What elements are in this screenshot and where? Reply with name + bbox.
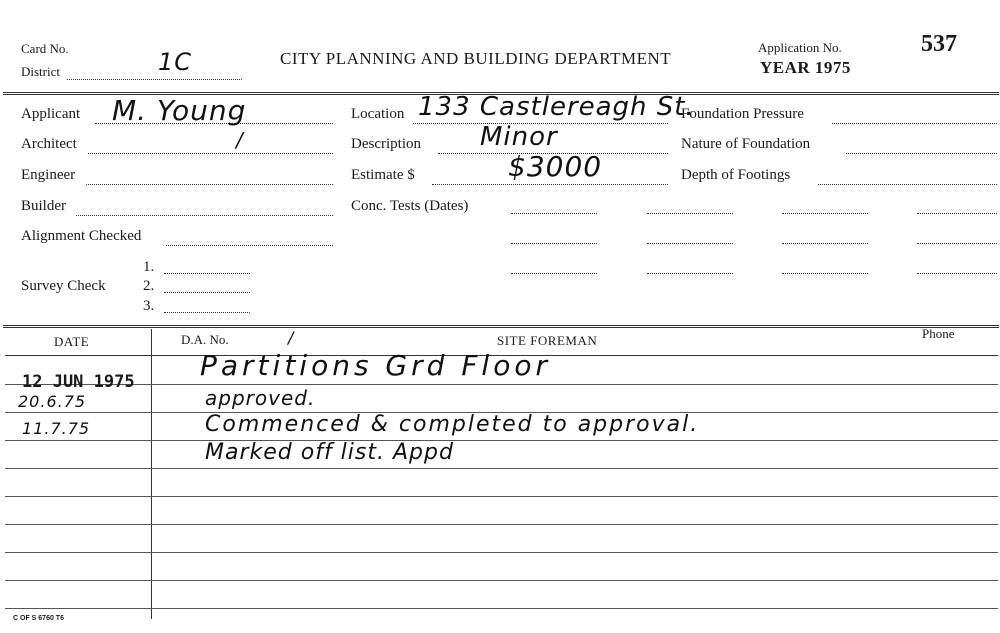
description-value: Minor — [480, 122, 558, 152]
year-label: YEAR 1975 — [760, 58, 851, 77]
ruled-line — [5, 608, 998, 609]
ruled-line — [5, 440, 998, 441]
survey-label: Survey Check — [21, 278, 106, 294]
card-no-value: 1C — [158, 48, 193, 76]
log-text-3: Commenced & completed to approval. — [205, 412, 700, 437]
builder-label: Builder — [21, 198, 66, 214]
application-no-label: Application No. — [758, 40, 842, 55]
log-date-1: 12 JUN 1975 — [22, 372, 135, 392]
survey-3: 3. — [143, 298, 155, 314]
date-column-divider — [151, 329, 152, 619]
survey-1: 1. — [143, 259, 155, 275]
conc-line-11 — [782, 273, 868, 274]
architect-line — [88, 153, 333, 154]
location-value: 133 Castlereagh St. — [418, 92, 695, 122]
builder-line — [76, 215, 333, 216]
engineer-line — [86, 184, 333, 185]
conc-line-12 — [917, 273, 997, 274]
date-column-header: DATE — [54, 334, 90, 349]
da-no-value: / — [288, 328, 295, 347]
ruled-line — [5, 580, 998, 581]
card-no-label: Card No. — [21, 41, 69, 56]
estimate-label: Estimate $ — [351, 167, 415, 183]
location-label: Location — [351, 106, 405, 122]
estimate-value: $3000 — [508, 150, 603, 183]
ruled-line — [5, 496, 998, 497]
conc-line-9 — [511, 273, 597, 274]
ruled-line — [5, 384, 998, 385]
description-label: Description — [351, 136, 421, 152]
applicant-label: Applicant — [21, 106, 81, 122]
log-text-2: approved. — [205, 386, 316, 410]
estimate-line — [432, 184, 668, 185]
phone-header: Phone — [922, 326, 955, 341]
log-date-3: 11.7.75 — [22, 419, 91, 438]
ruled-line — [5, 552, 998, 553]
da-no-header: D.A. No. — [181, 332, 229, 347]
architect-value: / — [236, 128, 244, 152]
ruled-line — [5, 524, 998, 525]
conc-line-6 — [647, 243, 733, 244]
foundation-pressure-label: Foundation Pressure — [681, 106, 804, 122]
district-line — [67, 79, 242, 80]
conc-line-5 — [511, 243, 597, 244]
conc-tests-label: Conc. Tests (Dates) — [351, 198, 469, 214]
conc-line-2 — [647, 213, 733, 214]
survey-line-2 — [164, 292, 250, 293]
district-label: District — [21, 64, 60, 79]
survey-2: 2. — [143, 278, 155, 294]
conc-line-10 — [647, 273, 733, 274]
engineer-label: Engineer — [21, 167, 76, 183]
applicant-value: M. Young — [112, 94, 247, 127]
application-no-value: 537 — [921, 31, 957, 57]
nature-foundation-label: Nature of Foundation — [681, 136, 811, 152]
depth-footings-label: Depth of Footings — [681, 167, 791, 183]
conc-line-8 — [917, 243, 997, 244]
foundation-pressure-line — [832, 123, 997, 124]
alignment-line — [166, 245, 333, 246]
alignment-label: Alignment Checked — [21, 228, 142, 244]
conc-line-1 — [511, 213, 597, 214]
conc-line-7 — [782, 243, 868, 244]
page-title: CITY PLANNING AND BUILDING DEPARTMENT — [280, 49, 672, 68]
depth-footings-line — [818, 184, 997, 185]
form-code: C OF S 6760 T6 — [13, 615, 64, 622]
architect-label: Architect — [21, 136, 77, 152]
ruled-line — [5, 468, 998, 469]
survey-line-3 — [164, 312, 250, 313]
log-text-4: Marked off list. Appd — [205, 440, 454, 465]
nature-foundation-line — [846, 153, 997, 154]
log-divider — [3, 325, 999, 328]
site-foreman-header: SITE FOREMAN — [497, 333, 598, 348]
survey-line-1 — [164, 273, 250, 274]
conc-line-3 — [782, 213, 868, 214]
log-text-1: Partitions Grd Floor — [200, 349, 551, 382]
conc-line-4 — [917, 213, 997, 214]
log-date-2: 20.6.75 — [18, 392, 87, 411]
